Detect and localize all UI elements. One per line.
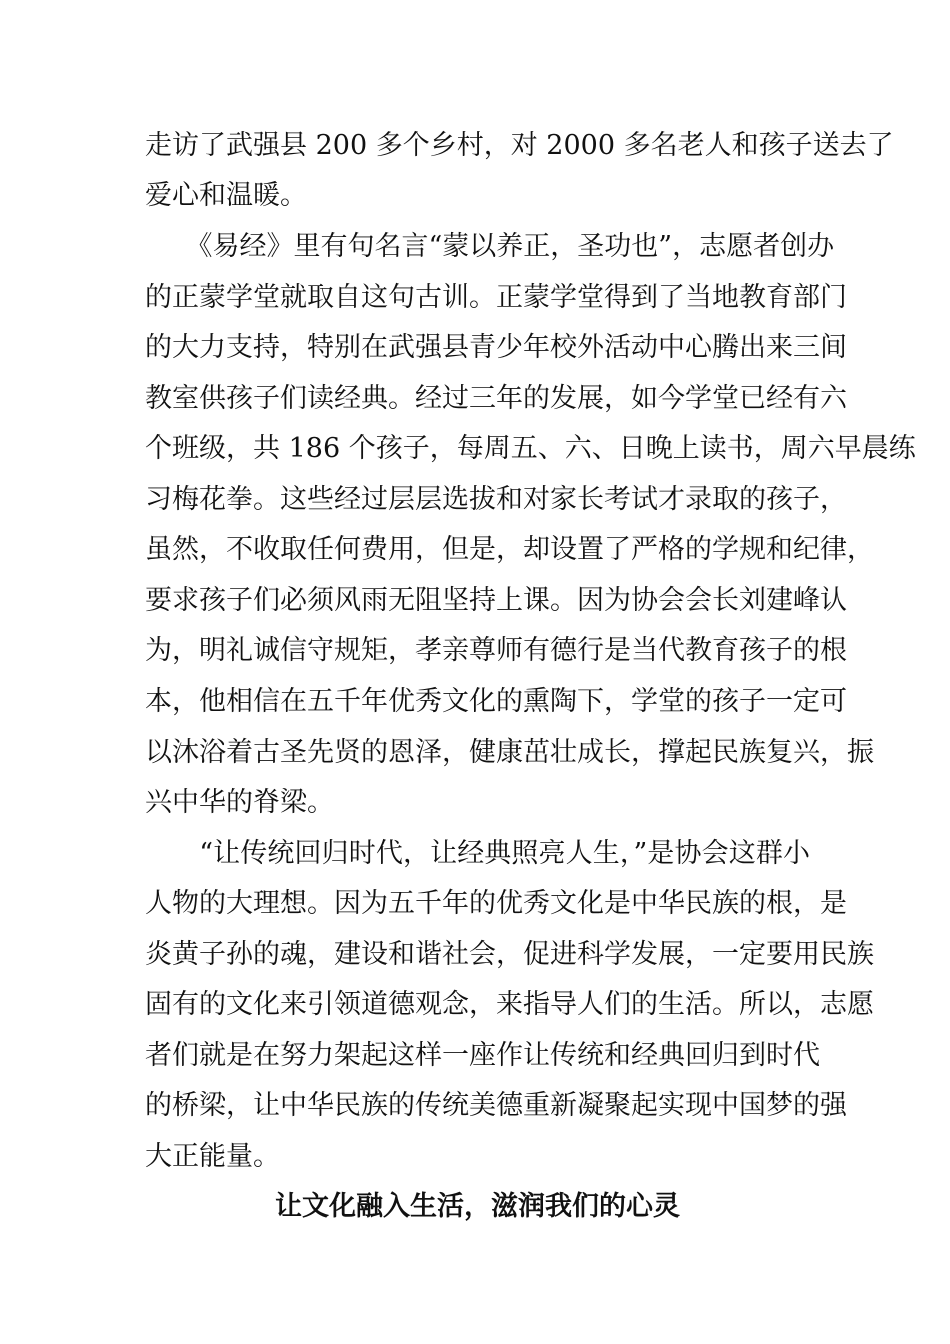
paragraph-2-line-3: 的大力支持，特别在武强县青少年校外活动中心腾出来三间 (145, 332, 847, 363)
paragraph-3-line-1: “让传统回归时代，让经典照亮人生，”是协会这群小 (145, 838, 810, 869)
paragraph-2-line-10: 本，他相信在五千年优秀文化的熏陶下，学堂的孩子一定可 (145, 686, 847, 717)
paragraph-2-line-6: 习梅花拳。这些经过层层选拔和对家长考试才录取的孩子， (145, 484, 847, 515)
paragraph-3-line-3: 炎黄子孙的魂，建设和谐社会，促进科学发展，一定要用民族 (145, 939, 874, 970)
paragraph-2-line-8: 要求孩子们必须风雨无阻坚持上课。因为协会会长刘建峰认 (145, 585, 847, 616)
paragraph-3-line-6: 的桥梁，让中华民族的传统美德重新凝聚起实现中国梦的强 (145, 1090, 847, 1121)
paragraph-3-line-2: 人物的大理想。因为五千年的优秀文化是中华民族的根，是 (145, 888, 847, 919)
paragraph-1-line-2: 爱心和温暖。 (145, 180, 307, 211)
paragraph-1-line-1: 走访了武强县 200 多个乡村，对 2000 多名老人和孩子送去了 (145, 130, 894, 161)
paragraph-2-line-11: 以沐浴着古圣先贤的恩泽，健康茁壮成长，撑起民族复兴，振 (145, 737, 874, 768)
paragraph-2-line-9: 为，明礼诚信守规矩，孝亲尊师有德行是当代教育孩子的根 (145, 635, 847, 666)
paragraph-3-line-7: 大正能量。 (145, 1141, 280, 1172)
paragraph-3-line-5: 者们就是在努力架起这样一座作让传统和经典回归到时代 (145, 1040, 820, 1071)
paragraph-2-line-12: 兴中华的脊梁。 (145, 787, 334, 818)
section-heading: 让文化融入生活，滋润我们的心灵 (275, 1191, 680, 1222)
paragraph-3-line-4: 固有的文化来引领道德观念，来指导人们的生活。所以，志愿 (145, 989, 874, 1020)
paragraph-2-line-5: 个班级，共 186 个孩子，每周五、六、日晚上读书，周六早晨练 (145, 433, 916, 464)
paragraph-2-line-1: 《易经》里有句名言“蒙以养正，圣功也”，志愿者创办 (145, 231, 835, 262)
paragraph-2-line-2: 的正蒙学堂就取自这句古训。正蒙学堂得到了当地教育部门 (145, 282, 847, 313)
paragraph-2-line-4: 教室供孩子们读经典。经过三年的发展，如今学堂已经有六 (145, 383, 847, 414)
paragraph-2-line-7: 虽然，不收取任何费用，但是，却设置了严格的学规和纪律， (145, 534, 874, 565)
